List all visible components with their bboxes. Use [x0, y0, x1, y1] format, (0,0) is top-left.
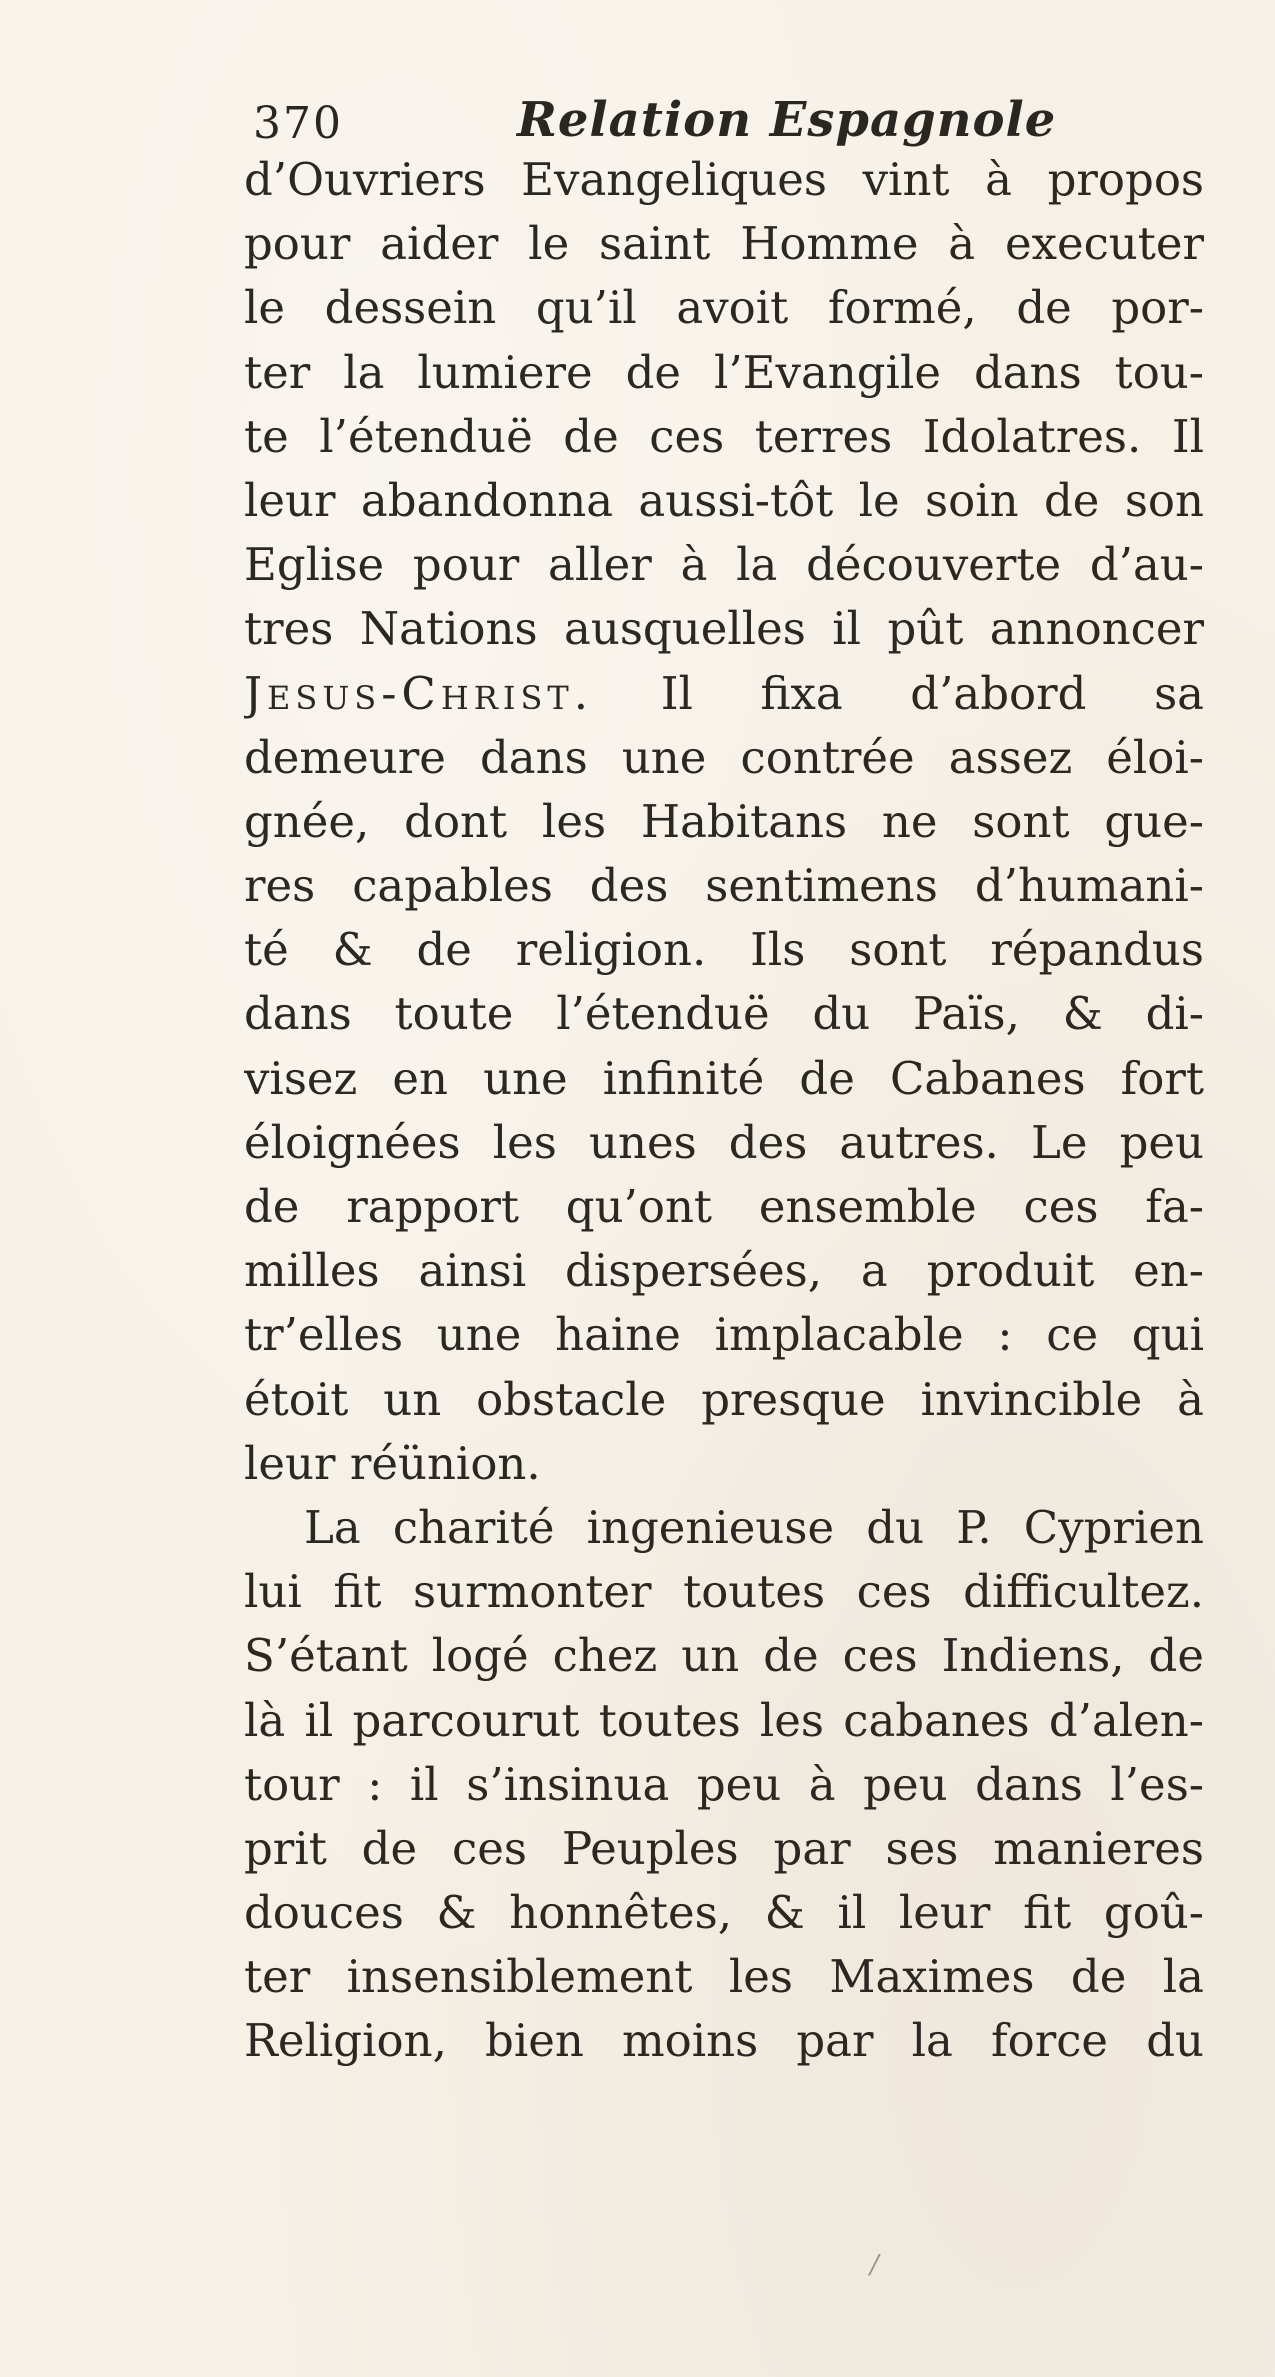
text-line: S’étant logé chez un de ces Indiens, de [244, 1629, 1204, 1683]
text-line: demeure dans une contrée assez éloi- [244, 730, 1204, 784]
text-line: dans toute l’étenduë du Païs, & di- [244, 987, 1204, 1041]
text-line: gnée, dont les Habitans ne sont gue- [244, 794, 1204, 848]
text-line: ter la lumiere de l’Evangile dans tou- [244, 345, 1204, 399]
text-line: res capables des sentimens d’humani- [244, 859, 1204, 913]
text-line: té & de religion. Ils sont répandus [244, 923, 1204, 977]
text-line-rest: Il fixa d’abord sa [660, 666, 1204, 720]
paragraph-start-line: La charité ingenieuse du P. Cyprien [304, 1500, 1204, 1554]
text-line: Eglise pour aller à la découverte d’au- [244, 538, 1204, 592]
text-line: d’Ouvriers Evangeliques vint à propos [244, 153, 1204, 206]
text-line: visez en une infinité de Cabanes fort [244, 1051, 1204, 1105]
text-line: tour : il s’insinua peu à peu dans l’es- [244, 1757, 1204, 1811]
text-line: lui fit surmonter toutes ces difficultez. [244, 1565, 1204, 1619]
text-line: le dessein qu’il avoit formé, de por- [244, 281, 1204, 335]
page-number: 370 [253, 98, 343, 149]
text-line: là il parcourut toutes les cabanes d’alen- [244, 1693, 1204, 1747]
text-line: leur abandonna aussi-tôt le soin de son [244, 473, 1204, 527]
text-line: pour aider le saint Homme à executer [244, 217, 1204, 271]
text-line: tres Nations ausquelles il pût annoncer [244, 602, 1204, 656]
text-line: ter insensiblement les Maximes de la [244, 1950, 1204, 2004]
text-line: te l’étenduë de ces terres Idolatres. Il [244, 409, 1204, 463]
text-line [244, 662, 1204, 726]
text-line: Religion, bien moins par la force du [244, 2014, 1204, 2068]
running-head: Relation Espagnole [517, 92, 1057, 148]
name-jesus-christ: Jesus-Christ. [244, 666, 594, 720]
paragraph-end-line: leur réünion. [244, 1436, 541, 1490]
body-text [244, 148, 1204, 2074]
text-line: douces & honnêtes, & il leur fit goû- [244, 1886, 1204, 1940]
text-line: éloignées les unes des autres. Le peu [244, 1115, 1204, 1169]
stray-ink-mark: / [870, 2250, 879, 2280]
text-line: milles ainsi dispersées, a produit en- [244, 1244, 1204, 1298]
text-line: de rapport qu’ont ensemble ces fa- [244, 1180, 1204, 1233]
text-line: tr’elles une haine implacable : ce qui [244, 1308, 1204, 1362]
text-line: prit de ces Peuples par ses manieres [244, 1821, 1204, 1875]
text-line: étoit un obstacle presque invincible à [244, 1372, 1204, 1426]
